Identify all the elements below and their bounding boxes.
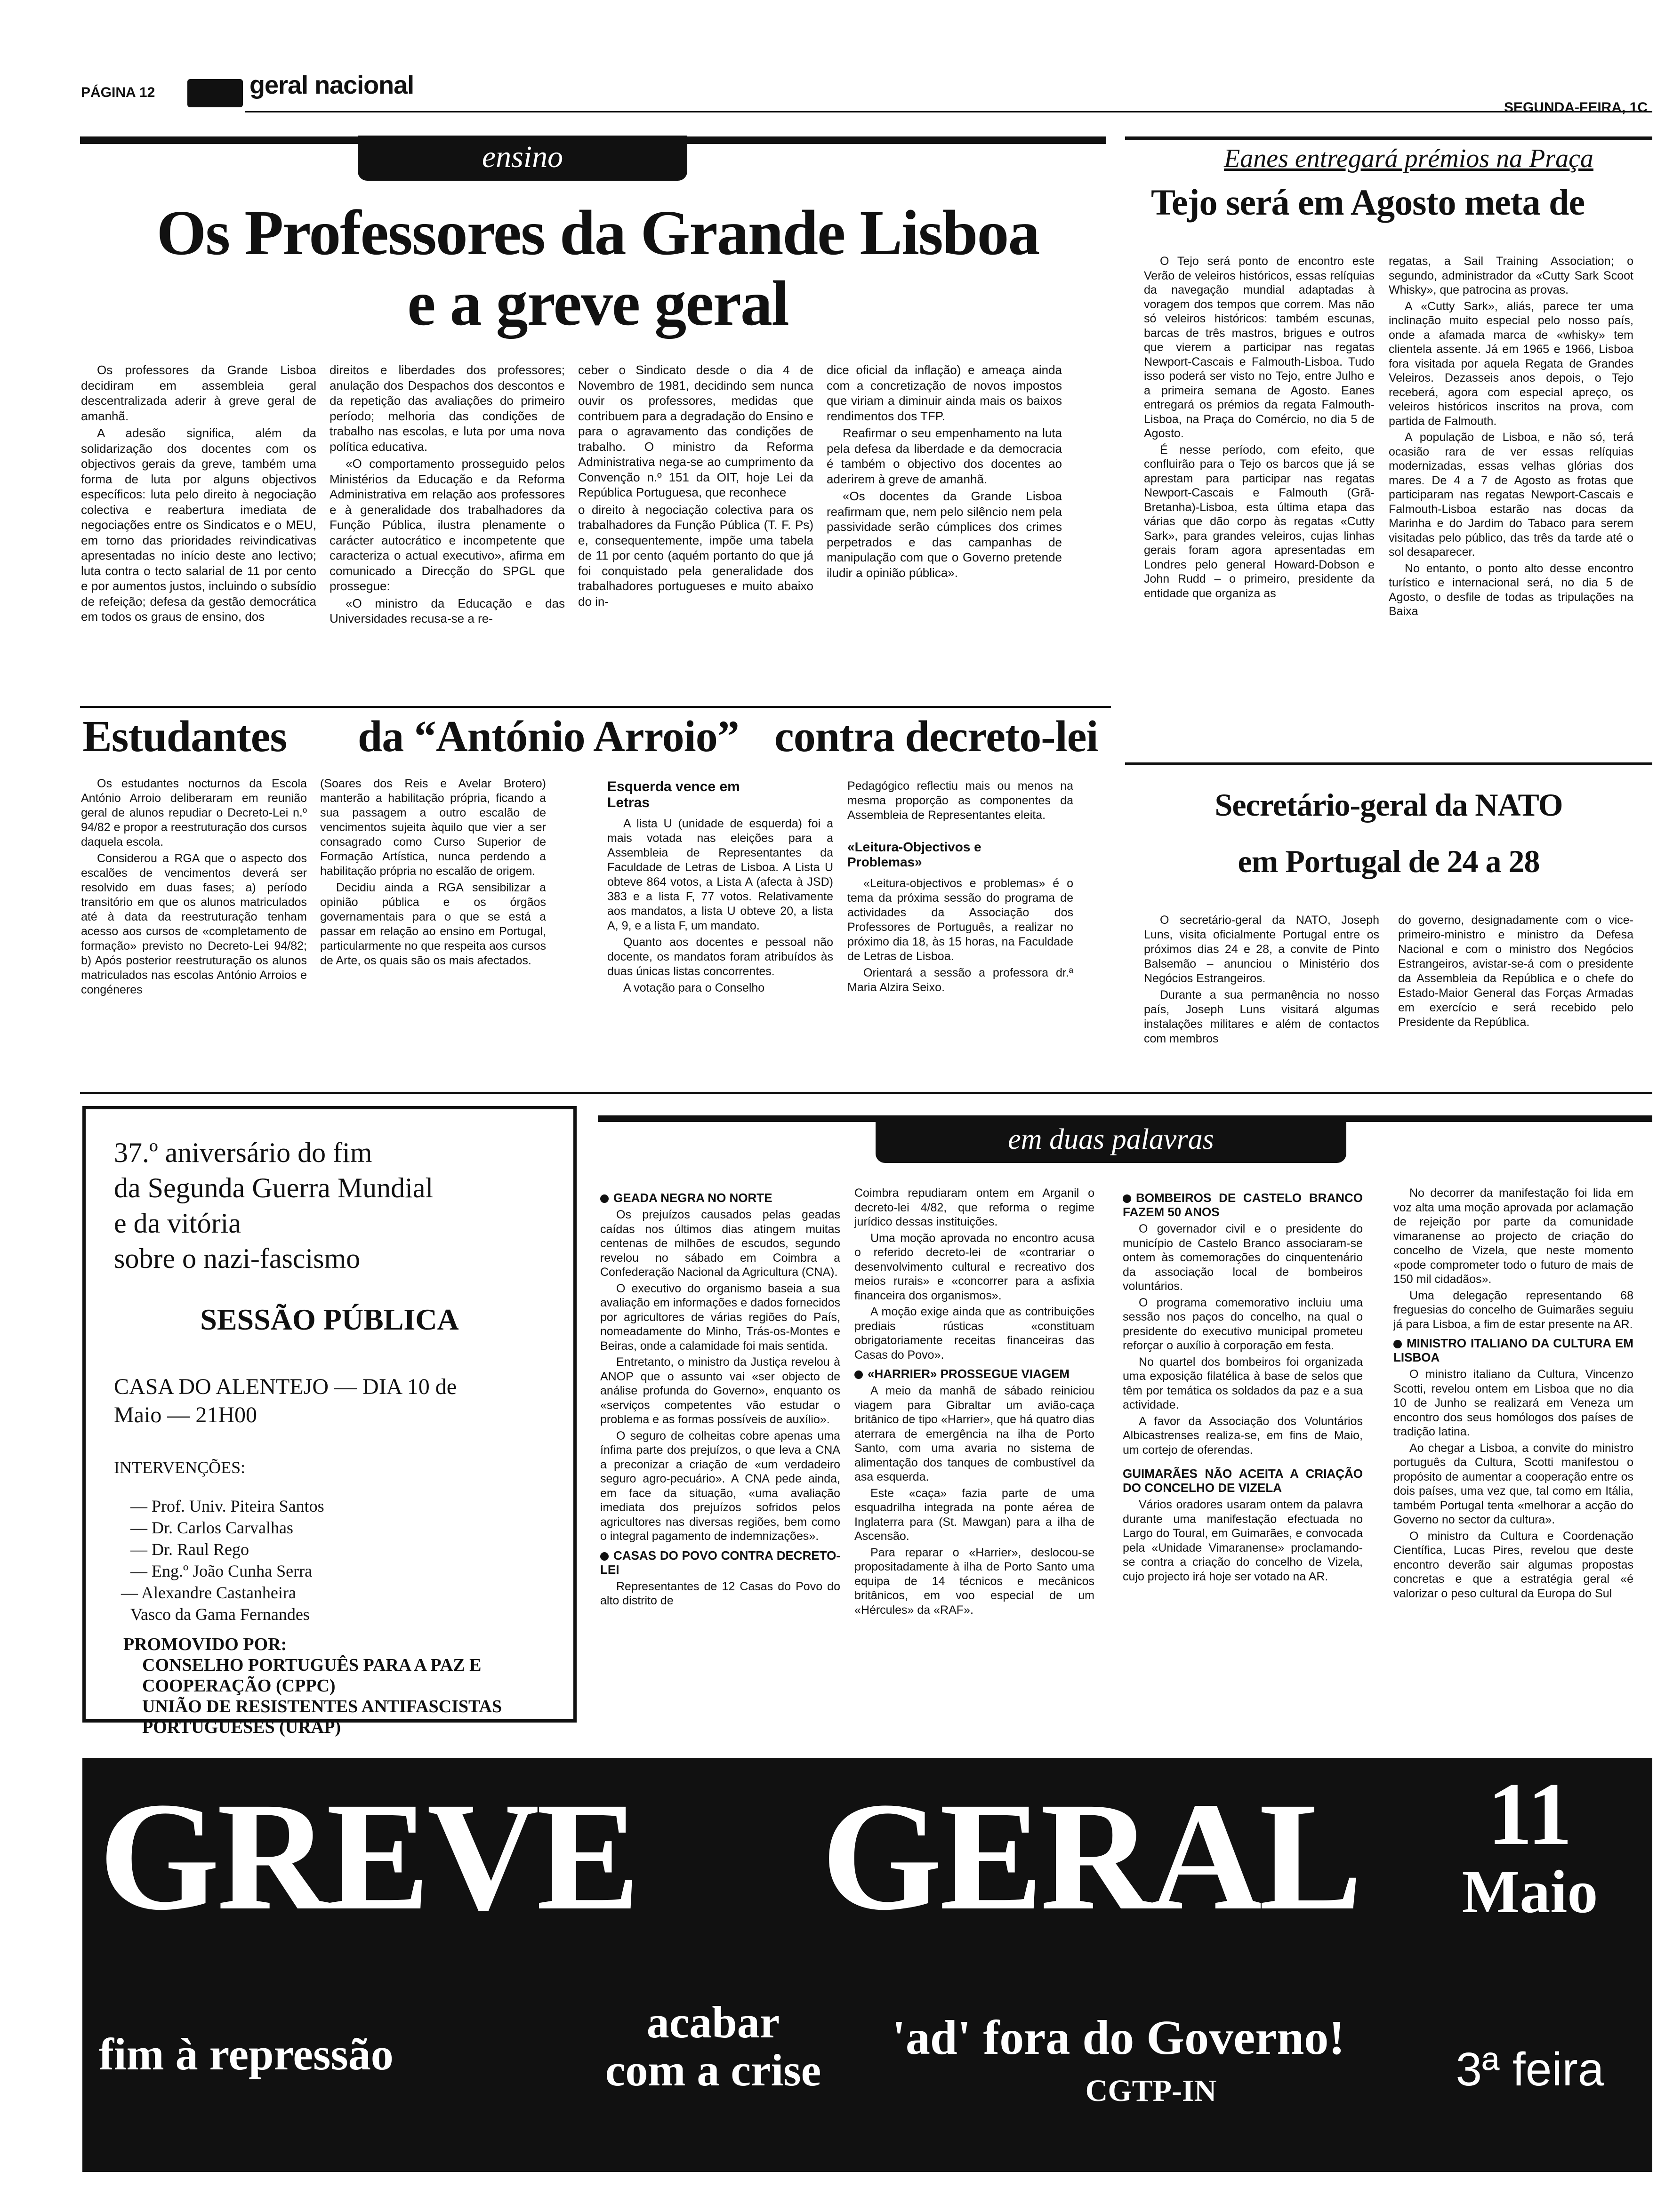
promo-line: COOPERAÇÃO (CPPC) [142, 1676, 336, 1696]
paragraph: No quartel dos bombeiros foi organizada uma exposição filatélica à base de selos que têm por temática os soldados da paz e a sua actividade. [1123, 1355, 1363, 1411]
banner-slogan-3: 'ad' fora do Governo! [892, 2011, 1345, 2065]
arroio-column-1 [81, 777, 307, 999]
paragraph: Uma moção aprovada no encontro acusa o referido decreto-lei de «contrariar o desenvolvimento cultural e recreativo dos meios rurais» e «concorrer para a asfixia financeira dos organismos». [854, 1231, 1094, 1302]
section-name: geral nacional [249, 71, 414, 99]
brief-heading: «HARRIER» PROSSEGUE VIAGEM [854, 1367, 1094, 1381]
ad-session: SESSÃO PÚBLICA [200, 1303, 459, 1336]
banner-slogan-2a: acabar [646, 1997, 780, 2047]
paragraph: Entretanto, o ministro da Justiça revelou à ANOP que o assunto vai «ser objecto de análise profunda do Governo», enquanto os «serviços competentes vão estudar o problema e as formas possíveis de auxílio». [600, 1355, 840, 1426]
paragraph: É nesse período, com efeito, que confluirão para o Tejo os barcos que já se aprestam para participar nas regatas Newport-Cascais e Falmouth (Grã-Bretanha)-Lisboa, esta última etapa das várias que dão corpo às regatas «Cutty Sark», para grandes veleiros, cujas linhas gerais foram agora apresentadas em Londres pelo general Howard-Dobson e John Rudd – o primeiro, presidente da entidade que organiza as [1144, 443, 1375, 600]
tejo-top-rule [1125, 136, 1652, 140]
paragraph: O executivo do organismo baseia a sua avaliação em informações e dados fornecidos por agricultores de várias regiões do País, nomeadamente do Minho, Trás-os-Montes e Beiras, onde a calamidade foi mais sentida. [600, 1282, 840, 1353]
speaker: — Prof. Univ. Piteira Santos [130, 1497, 324, 1515]
paragraph: Considerou a RGA que o aspecto dos escalões de vencimentos deverá ser resolvido em duas fases; a) período transitório em que os alunos matriculados até à data da reestruturação tenham acesso aos cursos de «completamento de formação» previsto no Decreto-Lei 94/82; b) Após posterior reestruturação os alunos matriculados nas escolas António Arroios e congéneres [81, 852, 307, 996]
bullet-icon [1123, 1194, 1131, 1203]
paragraph: «Leitura-objectivos e problemas» é o tema da próxima sessão do programa de actividades da Associação dos Professores de Português, a realizar no próximo dia 18, às 15 horas, na Faculdade de Letras de Lisboa. [847, 877, 1073, 963]
bullet-icon [600, 1194, 609, 1203]
bullet-icon [854, 1370, 863, 1379]
palavras-column-4 [1393, 1186, 1633, 1603]
paragraph: Para reparar o «Harrier», deslocou-se propositadamente à ilha de Porto Santo uma equipa de 14 técnicos e mecânicos britânicos, em voo especial de um «Hércules» da «RAF». [854, 1546, 1094, 1617]
paragraph: No decorrer da manifestação foi lida em voz alta uma moção aprovada por aclamação de rejeição por parte da comunidade vimaranense ao projecto de criação do concelho de Vizela, que neste momento «pode comprometer todo o futuro de mais de 150 mil cidadãos». [1393, 1186, 1633, 1286]
headline-line-1: Os Professores da Grande Lisboa [156, 198, 1039, 268]
paragraph: Durante a sua permanência no nosso país, Joseph Luns visitará algumas instalações militares e além de contactos com membros [1144, 988, 1379, 1045]
paragraph: O programa comemorativo incluiu uma sessão nos paços do concelho, na qual o presidente do executivo municipal prometeu reforçar o auxílio à corporação em festa. [1123, 1296, 1363, 1352]
ad-line-3: e da vitória [114, 1208, 241, 1239]
greve-geral-banner [82, 1758, 1652, 2172]
paragraph: Os professores da Grande Lisboa decidiram em assembleia geral descentralizada aderir à greve geral de amanhã. [81, 363, 316, 423]
ensino-column-3 [578, 362, 813, 611]
speaker: — Dr. Raul Rego [130, 1540, 249, 1559]
ad-speakers [121, 1495, 324, 1625]
palavras-column-2 [854, 1186, 1094, 1619]
paragraph: «O comportamento prosseguido pelos Ministérios da Educação e da Reforma Administrativa em relação aos professores e à generalidade dos trabalhadores da Função Pública, ilustra plenamente o carácter autocrático e incompetente que caracteriza o actual executivo», afirma em comunicado a Direcção do SPGL que prossegue: [330, 457, 565, 593]
arroio-headline-a: Estudantes [82, 712, 287, 761]
ensino-column-2 [330, 362, 565, 628]
tejo-kicker: Eanes entregará prémios na Praça [1224, 144, 1593, 173]
paragraph: O governador civil e o presidente do município de Castelo Branco associaram-se ontem às comemorações do cinquentenário da associação local de bombeiros voluntários. [1123, 1222, 1363, 1293]
paragraph: Decidiu ainda a RGA sensibilizar a opinião pública e os órgãos governamentais para o que se está a passar em relação ao ensino em Portugal, particularmente no que respeita aos cursos de Arte, os quais são os mais afectados. [320, 881, 546, 967]
bullet-icon [1393, 1340, 1402, 1348]
promo-line: UNIÃO DE RESISTENTES ANTIFASCISTAS [142, 1697, 502, 1716]
paragraph: «O ministro da Educação e das Universidades recusa-se a re- [330, 596, 565, 625]
banner-month: Maio [1462, 1858, 1598, 1926]
palavras-kicker-tab [876, 1118, 1346, 1163]
palavras-column-1 [600, 1186, 840, 1610]
letras-subheading: «Leitura-Objectivos e Problemas» [847, 840, 981, 869]
tejo-column-2 [1389, 254, 1633, 621]
paragraph: O secretário-geral da NATO, Joseph Luns, visita oficialmente Portugal entre os próximos dias 24 e 28, a convite de Pinto Balsemão – anunciou o Ministério dos Negócios Estrangeiros. [1144, 914, 1379, 985]
nato-column-2 [1398, 913, 1633, 1032]
paragraph: Representantes de 12 Casas do Povo do alto distrito de [600, 1579, 840, 1607]
banner-geral: GERAL [821, 1771, 1360, 1942]
headline-line-2: e a greve geral [407, 268, 788, 339]
page-date: SEGUNDA-FEIRA, 1C [1504, 100, 1648, 115]
banner-slogan-2b: com a crise [605, 2045, 821, 2095]
tejo-headline: Tejo será em Agosto meta de [1151, 182, 1585, 223]
ensino-column-4 [827, 362, 1062, 582]
letras-headline: Esquerda vence em Letras [607, 779, 740, 810]
brief-heading: BOMBEIROS DE CASTELO BRANCO FAZEM 50 ANOS [1123, 1191, 1363, 1219]
paragraph: A meio da manhã de sábado reiniciou viagem para Gibraltar um avião-caça britânico de tipo «Harrier», que há quatro dias aterrara de emergência na ilha de Porto Santo, com uma avaria no sistema de alimentação dos tanques de combustível da asa esquerda. [854, 1384, 1094, 1483]
paragraph: O ministro da Cultura e Coordenação Científica, Lucas Pires, revelou que deste encontro deverão sair algumas propostas concretas e que a estratégia geral «é valorizar o peso cultural da Europa do Sul [1393, 1529, 1633, 1600]
banner-org: CGTP-IN [1085, 2074, 1217, 2108]
ensino-column-1 [81, 362, 316, 626]
ad-line-2: da Segunda Guerra Mundial [114, 1172, 434, 1203]
paragraph: Este «caça» fazia parte de uma esquadrilha integrada na ponte aérea de Inglaterra para (St. Mawgan) para a ilha de Ascensão. [854, 1486, 1094, 1543]
paragraph: o direito à negociação colectiva para os trabalhadores da Função Pública (T. F. Ps) e, consequentemente, impõe uma tabela de 11 por cento (aquém portanto do que já foi conquistado pela generalidade dos trabalhadores portugueses e muito abaixo do in- [578, 502, 813, 609]
paragraph: A «Cutty Sark», aliás, parece ter uma inclinação muito especial pelo nosso país, onde a afamada marca de «whisky» tem clientela assente. Já em 1965 e 1966, Lisboa fora visitada por aquela Regata de Grandes Veleiros. Dezasseis anos depois, o Tejo receberá, agora com especial apreço, os veleiros históricos inscritos na prova, com partida de Falmouth. [1389, 299, 1633, 428]
speaker: — Dr. Carlos Carvalhas [130, 1518, 293, 1537]
paragraph: Os estudantes nocturnos da Escola António Arroio deliberaram em reunião geral de alunos repudiar o Decreto-Lei n.º 94/82 e propor a reestruturação dos cursos daquela escola. [81, 777, 307, 849]
speaker: — Alexandre Castanheira [121, 1583, 296, 1602]
brief-heading: GEADA NEGRA NO NORTE [600, 1191, 840, 1205]
speaker: Vasco da Gama Fernandes [130, 1605, 310, 1624]
event-ad-box [82, 1106, 577, 1737]
paragraph: direitos e liberdades dos professores; anulação dos Despachos dos descontos e da repetição das avaliações do primeiro período; melhoria das condições de trabalho nas escolas, e luta por uma nova política educativa. [330, 363, 565, 454]
paragraph: O Tejo será ponto de encontro este Verão de veleiros históricos, essas relíquias da navegação mundial adaptadas à voragem dos tempos que correm. Mas não só veleiros históricos: também escunas, barcas de três mastros, brigues e outros que vierem a participar nas regatas Newport-Cascais e Falmouth-Lisboa. Tudo isso poderá ser visto no Tejo, entre Julho e a primeira semana de Agosto. Eanes entregará os prémios da regata Falmouth-Lisboa, na Praça do Comércio, no dia 5 de Agosto. [1144, 255, 1375, 440]
paragraph: O ministro italiano da Cultura, Vincenzo Scotti, revelou ontem em Lisboa que no dia 10 de Junho se realizará em Veneza um encontro dos seus homólogos dos países de tradição latina. [1393, 1368, 1633, 1438]
arroio-headline-c: contra decreto-lei [774, 712, 1098, 761]
paragraph: Ao chegar a Lisboa, a convite do ministro português da Cultura, Scotti manifestou o propósito de aumentar a cooperação entre os dois países, uma vez que, tal como em Itália, também Portugal tenta «melhorar a acção do Governo no sector da cultura». [1393, 1441, 1633, 1526]
paragraph: do governo, designadamente com o vice-primeiro-ministro e ministro da Defesa Nacional e com o ministro dos Negócios Estrangeiros, avistar-se-á com o presidente da Assembleia da República e o chefe do Estado-Maior General das Forças Armadas em exercício e será recebido pelo Presidente da República. [1398, 914, 1633, 1029]
banner-weekday: 3ª feira [1456, 2043, 1604, 2096]
nato-column-1 [1144, 913, 1379, 1048]
letras-column-1 [607, 779, 833, 997]
paragraph: Coimbra repudiaram ontem em Arganil o decreto-lei 4/82, que reforma o regime jurídico dessas instituições. [854, 1186, 1094, 1228]
paragraph: O seguro de colheitas cobre apenas uma ínfima parte dos prejuízos, o que leva a CNA a preconizar a criação de «um verdadeiro seguro agro-pecuário». A CNA pede ainda, em face da situação, «uma avaliação imediata dos prejuízos sofridos pelos agricultores nas diversas regiões, bem como o integral pagamento de indemnizações». [600, 1429, 840, 1543]
brief-heading: CASAS DO POVO CONTRA DECRETO-LEI [600, 1548, 840, 1577]
tejo-column-1 [1144, 254, 1375, 602]
arroio-top-rule [80, 706, 1111, 708]
ad-interventions-label: INTERVENÇÕES: [114, 1458, 246, 1477]
paragraph: «Os docentes da Grande Lisboa reafirmam que, nem pelo silêncio nem pela passividade serão cúmplices dos crimes perpetrados e das campanhas de manipulação com que o Governo pretende iludir a opinião pública». [827, 489, 1062, 580]
paragraph: A moção exige ainda que as contribuições prediais rústicas «constituam obrigatoriamente receitas financeiras das Casas do Povo». [854, 1305, 1094, 1362]
nato-headline-line-2: em Portugal de 24 a 28 [1238, 843, 1540, 879]
paragraph: A população de Lisboa, e não só, terá ocasião rara de ver essas relíquias modernizadas, essas velhas glórias dos mares. De 4 a 7 de Agosto as frotas que participaram nas regatas Newport-Cascais e Falmouth-Lisboa estarão nas docas da Marinha e do Jardim do Tabaco para serem visitadas pelo público, das três da tarde até o sol desaparecer. [1389, 431, 1633, 559]
paragraph: A favor da Associação dos Voluntários Albicastrenses realiza-se, em fins de Maio, um cortejo de oferendas. [1123, 1414, 1363, 1457]
paragraph: A votação para o Conselho [623, 981, 765, 994]
palavras-kicker: em duas palavras [1008, 1123, 1214, 1155]
header-rule [245, 111, 1652, 112]
paragraph: regatas, a Sail Training Association; o segundo, administrador da «Cutty Sark Scoot Whisky», que patrocina as provas. [1389, 255, 1633, 297]
banner-greve: GREVE [99, 1771, 637, 1942]
ad-venue-1: CASA DO ALENTEJO — DIA 10 de [114, 1374, 457, 1399]
paragraph: Quanto aos docentes e pessoal não docente, os mandatos foram atribuídos às duas únicas listas concorrentes. [607, 936, 833, 978]
paragraph: No entanto, o ponto alto desse encontro turístico e internacional será, no dia 5 de Agosto, o desfile de todas as tripulações na Baixa [1389, 561, 1633, 618]
promo-line: PORTUGUESES (URAP) [142, 1717, 341, 1737]
kicker-tab [358, 136, 687, 181]
paragraph: Pedagógico reflectiu mais ou menos na mesma proporção as componentes da Assembleia de Representantes eleita. [847, 779, 1073, 822]
promo-label: PROMOVIDO POR: [123, 1635, 287, 1654]
paragraph: Reafirmar o seu empenhamento na luta pela defesa da liberdade e da democracia é também o objectivo dos docentes ao aderirem à greve de amanhã. [827, 426, 1062, 486]
ad-promoters [123, 1634, 502, 1738]
section-logo-icon [187, 79, 243, 107]
promo-line: CONSELHO PORTUGUÊS PARA A PAZ E [142, 1655, 482, 1675]
paragraph: Uma delegação representando 68 freguesias do concelho de Guimarães seguiu já para Lisboa, a fim de estar presente na AR. [1393, 1289, 1633, 1331]
page-number: PÁGINA 12 [81, 85, 155, 100]
palavras-column-3 [1123, 1186, 1363, 1586]
speaker: — Eng.º João Cunha Serra [130, 1562, 313, 1580]
ad-line-1: 37.º aniversário do fim [114, 1137, 372, 1168]
section-divider [80, 1092, 1652, 1094]
letras-column-2 [847, 779, 1073, 997]
brief-heading: GUIMARÃES NÃO ACEITA A CRIAÇÃO DO CONCELHO DE VIZELA [1123, 1467, 1363, 1495]
paragraph: dice oficial da inflação) e ameaça ainda com a concretização de novos impostos que viriam a diminuir ainda mais os baixos rendimentos dos TFP. [827, 363, 1062, 423]
paragraph: Vários oradores usaram ontem da palavra durante uma manifestação efectuada no Largo do Toural, em Guimarães, e convocada pela «Unidade Vimaranense» proclamando-se contra a criação do concelho de Vizela, cujo projecto irá hoje ser votado na AR. [1123, 1498, 1363, 1583]
ad-venue-2: Maio — 21H00 [114, 1403, 257, 1427]
paragraph: Orientará a sessão a professora dr.ª Maria Alzira Seixo. [847, 966, 1073, 994]
bullet-icon [600, 1552, 609, 1561]
brief-heading: MINISTRO ITALIANO DA CULTURA EM LISBOA [1393, 1336, 1633, 1364]
arroio-headline-b: da “António Arroio” [358, 712, 739, 761]
kicker-ensino: ensino [482, 140, 563, 174]
paragraph: Os prejuízos causados pelas geadas caídas nos últimos dias atingem muitas centenas de milhões de escudos, segundo revelou no sábado em Coimbra a Confederação Nacional da Agricultura (CNA). [600, 1208, 840, 1279]
paragraph: ceber o Sindicato desde o dia 4 de Novembro de 1981, decidindo sem nunca ouvir os professores, medidas que contribuem para a degradação do Ensino e para o agravamento das condições de trabalho. O ministro da Reforma Administrativa nega-se ao cumprimento da Convenção n.º 151 da OIT, hoje Lei da República Portuguesa, que reconhece [578, 363, 813, 499]
banner-day: 11 [1488, 1765, 1572, 1864]
paragraph: A lista U (unidade de esquerda) foi a mais votada nas eleições para a Assembleia de Representantes da Faculdade de Letras de Lisboa. A Lista U obteve 864 votos, a Lista A (afecta à JSD) 383 e a lista F, 77 votos. Relativamente aos mandatos, a lista U obteve 20, a lista A, 9, e a lista F, um mandato. [607, 817, 833, 932]
paragraph: (Soares dos Reis e Avelar Brotero) manterão a habilitação própria, ficando a sua passagem a outro escalão de vencimentos sujeita àquilo que vier a ser consagrado como Curso Superior de Formação Artística, nunca perdendo a habilitação própria no escalão de origem. [320, 777, 546, 878]
arroio-column-2 [320, 777, 546, 970]
paragraph: A adesão significa, além da solidarização dos docentes com os objectivos gerais da greve, também uma forma de luta por alguns objectivos específicos: luta pelo direito à negociação colectiva e reabertura imediata de negociações entre os Sindicatos e o MEU, em torno das prioridades reivindicativas apresentadas no início deste ano lectivo; luta contra o tecto salarial de 11 por cento e por aumentos justos, incluindo o subsídio de refeição; defesa da gestão democrática em todos os graus de ensino, dos [81, 426, 316, 624]
ad-line-4: sobre o nazi-fascismo [114, 1243, 361, 1274]
nato-top-rule [1125, 762, 1652, 765]
banner-slogan-1: fim à repressão [99, 2029, 394, 2079]
nato-headline-line-1: Secretário-geral da NATO [1215, 787, 1563, 823]
